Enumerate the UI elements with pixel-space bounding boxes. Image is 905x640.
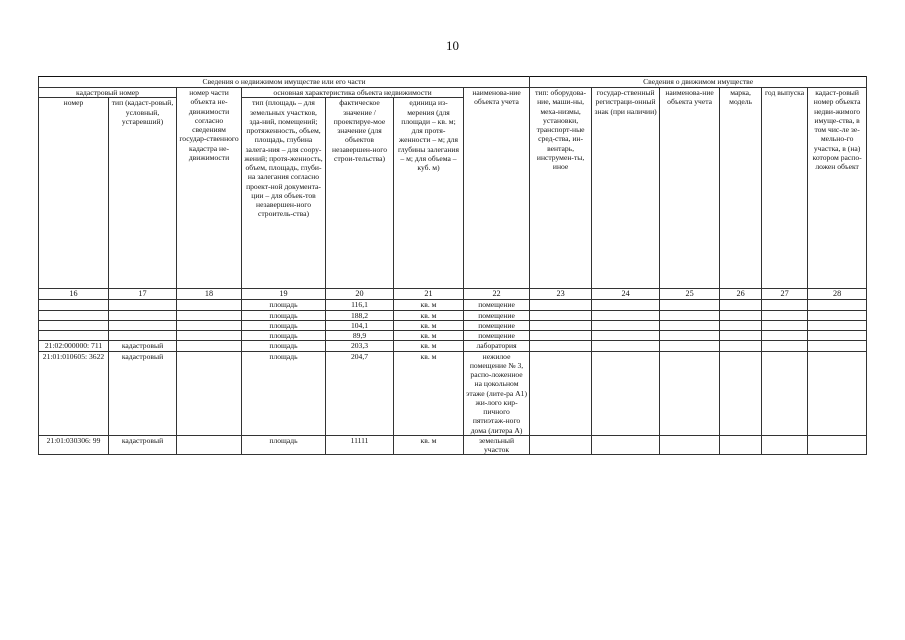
empty-cell [762, 310, 808, 320]
row-number-cell: 21:01:010605: 3622 [39, 351, 109, 435]
row-object-name-cell: лаборатория [464, 341, 530, 351]
empty-cell [660, 331, 720, 341]
registration-sign-header: государ-ственный регистраци-онный знак (при наличии) [592, 88, 660, 289]
row-unit-cell: кв. м [394, 435, 464, 455]
empty-cell [762, 320, 808, 330]
row-value-cell: 11111 [326, 435, 394, 455]
main-characteristic-group-header: основная характеристика объекта недвижимости [242, 88, 464, 98]
empty-cell [592, 320, 660, 330]
row-object-name-cell: помещение [464, 310, 530, 320]
row-part-cell [177, 351, 242, 435]
empty-cell [808, 320, 867, 330]
row-object-name-cell: земельный участок [464, 435, 530, 455]
row-part-cell [177, 435, 242, 455]
column-number: 22 [464, 289, 530, 300]
empty-cell [530, 341, 592, 351]
empty-cell [808, 435, 867, 455]
row-number-cell [39, 331, 109, 341]
movable-type-header: тип: оборудова-ние, маши-ны, меха-низмы, установки, транспорт-ные сред-ства, ин-вентарь, инструмен-ты, иное [530, 88, 592, 289]
empty-cell [720, 351, 762, 435]
number-header: номер [39, 98, 109, 289]
empty-cell [808, 331, 867, 341]
real-estate-group-header: Сведения о недвижимом имуществе или его части [39, 77, 530, 88]
cadastral-number-group-header: кадастровый номер [39, 88, 177, 98]
table-row [39, 341, 867, 351]
object-name-header: наименова-ние объекта учета [464, 88, 530, 289]
row-number-cell: 21:02:000000: 711 [39, 341, 109, 351]
row-object-name-cell: помещение [464, 300, 530, 310]
row-value-cell: 203,3 [326, 341, 394, 351]
row-number-cell [39, 310, 109, 320]
movable-group-header: Сведения о движимом имуществе [530, 77, 867, 88]
empty-cell [592, 331, 660, 341]
row-part-cell [177, 320, 242, 330]
empty-cell [762, 300, 808, 310]
row-number-cell [39, 300, 109, 310]
table-row [39, 310, 867, 320]
row-characteristic-cell: площадь [242, 351, 326, 435]
column-number: 26 [720, 289, 762, 300]
row-characteristic-cell: площадь [242, 341, 326, 351]
empty-cell [808, 300, 867, 310]
row-value-cell: 116,1 [326, 300, 394, 310]
row-object-name-cell: нежилое помещение № 3, распо-ложенное на цокольном этаже (лите-ра А1) жи-лого кир-пичного пятиэтаж-ного дома (литера А) [464, 351, 530, 435]
empty-cell [592, 300, 660, 310]
brand-model-header: марка, модель [720, 88, 762, 289]
row-type-cell [109, 320, 177, 330]
empty-cell [592, 351, 660, 435]
row-number-cell [39, 320, 109, 330]
row-object-name-cell: помещение [464, 320, 530, 330]
empty-cell [530, 435, 592, 455]
empty-cell [530, 300, 592, 310]
row-part-cell [177, 341, 242, 351]
column-number-row [39, 289, 867, 300]
column-number: 25 [660, 289, 720, 300]
row-type-cell [109, 310, 177, 320]
column-number: 27 [762, 289, 808, 300]
row-value-cell: 89,9 [326, 331, 394, 341]
row-type-cell [109, 331, 177, 341]
actual-value-header: фактическое значение / проектируе-мое значение (для объектов незавершен-ного строи-тельства) [326, 98, 394, 289]
table-row [39, 331, 867, 341]
row-characteristic-cell: площадь [242, 331, 326, 341]
column-number: 18 [177, 289, 242, 300]
page-number: 10 [446, 38, 459, 53]
row-value-cell: 104,1 [326, 320, 394, 330]
cadastral-type-header: тип (кадаст-ровый, условный, устаревший) [109, 98, 177, 289]
row-part-cell [177, 331, 242, 341]
column-number: 17 [109, 289, 177, 300]
row-unit-cell: кв. м [394, 341, 464, 351]
row-characteristic-cell: площадь [242, 310, 326, 320]
empty-cell [762, 331, 808, 341]
row-characteristic-cell: площадь [242, 300, 326, 310]
empty-cell [530, 331, 592, 341]
group-header-row [39, 77, 867, 88]
empty-cell [660, 341, 720, 351]
movable-name-header: наименова-ние объекта учета [660, 88, 720, 289]
empty-cell [720, 310, 762, 320]
empty-cell [530, 320, 592, 330]
empty-cell [762, 435, 808, 455]
empty-cell [592, 341, 660, 351]
empty-cell [660, 310, 720, 320]
row-number-cell: 21:01:030306: 99 [39, 435, 109, 455]
empty-cell [660, 300, 720, 310]
table-row [39, 351, 867, 435]
row-object-name-cell: помещение [464, 331, 530, 341]
part-number-header: номер части объекта не-движимости согласно сведениям государ-ственного кадастра не-движимости [177, 88, 242, 289]
characteristic-type-header: тип (площадь – для земельных участков, зда-ний, помещений; протяженность, объем, площадь, глубина залега-ния – для соору-жений; протя-женность, объем, площадь, глуби-на залегания согласно проект-ной документа-ции – для объек-тов незавершен-ного строитель-ства) [242, 98, 326, 289]
empty-cell [530, 310, 592, 320]
row-part-cell [177, 300, 242, 310]
row-unit-cell: кв. м [394, 300, 464, 310]
empty-cell [720, 435, 762, 455]
empty-cell [808, 341, 867, 351]
column-number: 20 [326, 289, 394, 300]
column-number: 28 [808, 289, 867, 300]
row-type-cell: кадастровый [109, 341, 177, 351]
row-value-cell: 204,7 [326, 351, 394, 435]
year-header: год выпуска [762, 88, 808, 289]
row-type-cell: кадастровый [109, 435, 177, 455]
row-unit-cell: кв. м [394, 331, 464, 341]
column-number: 21 [394, 289, 464, 300]
table-row [39, 300, 867, 310]
row-type-cell: кадастровый [109, 351, 177, 435]
empty-cell [720, 300, 762, 310]
empty-cell [592, 310, 660, 320]
empty-cell [762, 341, 808, 351]
row-characteristic-cell: площадь [242, 435, 326, 455]
empty-cell [660, 320, 720, 330]
empty-cell [660, 351, 720, 435]
column-number: 16 [39, 289, 109, 300]
empty-cell [660, 435, 720, 455]
property-table [38, 76, 867, 455]
table-row [39, 435, 867, 455]
empty-cell [592, 435, 660, 455]
subgroup-header-row [39, 88, 867, 98]
row-unit-cell: кв. м [394, 351, 464, 435]
row-value-cell: 188,2 [326, 310, 394, 320]
unit-header: единица из-мерения (для площади – кв. м; для протя-женности – м; для глубины залегания – м; для объема – куб. м) [394, 98, 464, 289]
empty-cell [762, 351, 808, 435]
column-number: 23 [530, 289, 592, 300]
empty-cell [808, 310, 867, 320]
row-characteristic-cell: площадь [242, 320, 326, 330]
empty-cell [808, 351, 867, 435]
row-type-cell [109, 300, 177, 310]
column-number: 24 [592, 289, 660, 300]
row-part-cell [177, 310, 242, 320]
row-unit-cell: кв. м [394, 310, 464, 320]
empty-cell [720, 341, 762, 351]
empty-cell [530, 351, 592, 435]
empty-cell [720, 320, 762, 330]
table-row [39, 320, 867, 330]
row-unit-cell: кв. м [394, 320, 464, 330]
column-number: 19 [242, 289, 326, 300]
land-cadastral-header: кадаст-ровый номер объекта недви-жимого имуще-ства, в том чис-ле зе-мельно-го участка, в (на) котором распо-ложен объект [808, 88, 867, 289]
empty-cell [720, 331, 762, 341]
